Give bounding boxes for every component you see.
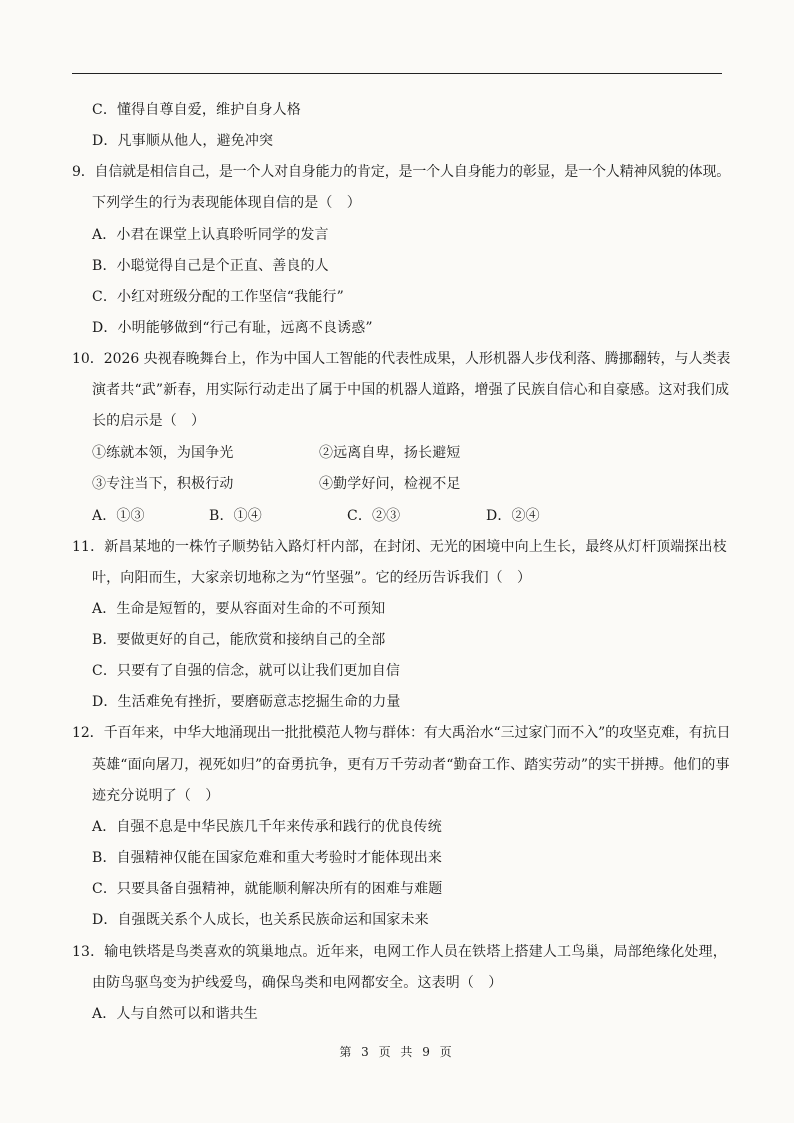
q10-option-d: D．②④ (486, 508, 540, 524)
q11-stem-line-1: 11．新昌某地的一株竹子顺势钻入路灯杆内部，在封闭、无光的困境中向上生长，最终从灯杆顶端探出枝 (72, 539, 727, 555)
q13-stem-line-1: 13．输电铁塔是鸟类喜欢的筑巢地点。近年来，电网工作人员在铁塔上搭建人工鸟巢，局部绝缘化处理， (72, 944, 727, 960)
q13-stem-line-2: 由防鸟驱鸟变为护线爱鸟，确保鸟类和电网都安全。这表明（ ） (92, 975, 503, 991)
q11-option-d: D．生活难免有挫折，要磨砺意志挖掘生命的力量 (92, 694, 401, 710)
q11-stem-line-2: 叶，向阳而生，大家亲切地称之为“竹坚强”。它的经历告诉我们（ ） (92, 570, 532, 586)
q10-option-b: B．①④ (209, 508, 262, 524)
q9-option-c: C．小红对班级分配的工作坚信“我能行” (92, 289, 344, 305)
q10-stem-line-1: 10．2026 央视春晚舞台上，作为中国人工智能的代表性成果，人形机器人步伐利落、腾挪翻转，与人类表 (72, 351, 731, 367)
q11-option-a: A．生命是短暂的，要从容面对生命的不可预知 (92, 601, 386, 617)
q10-stem-line-3: 长的启示是（ ） (92, 413, 206, 429)
q12-stem-line-1: 12．千百年来，中华大地涌现出一批批模范人物与群体：有大禹治水“三过家门而不入”的攻坚克难，有抗日 (72, 725, 731, 741)
q10-item-4: ④勤学好问，检视不足 (319, 476, 461, 492)
q8-option-c: C．懂得自尊自爱，维护自身人格 (92, 102, 301, 118)
page-number-footer: 第 3 页 共 9 页 (339, 1045, 455, 1059)
q10-stem-line-2: 演者共“武”新春，用实际行动走出了属于中国的机器人道路，增强了民族自信心和自豪感。这对我们成 (92, 382, 730, 398)
q12-option-d: D．自强既关系个人成长，也关系民族命运和国家未来 (92, 912, 429, 928)
q12-option-b: B．自强精神仅能在国家危难和重大考验时才能体现出来 (92, 850, 443, 866)
q9-option-b: B．小聪觉得自己是个正直、善良的人 (92, 258, 329, 274)
q12-stem-line-3: 迹充分说明了（ ） (92, 788, 220, 804)
q12-option-a: A．自强不息是中华民族几千年来传承和践行的优良传统 (92, 819, 442, 835)
q9-option-a: A．小君在课堂上认真聆听同学的发言 (92, 227, 329, 243)
q11-option-c: C．只要有了自强的信念，就可以让我们更加自信 (92, 663, 401, 679)
q9-stem-line-2: 下列学生的行为表现能体现自信的是（ ） (92, 195, 361, 211)
q9-stem-line-1: 9．自信就是相信自己，是一个人对自身能力的肯定，是一个人自身能力的彰显，是一个人精神风貌的体现。 (72, 164, 731, 180)
q10-option-a: A．①③ (92, 508, 145, 524)
q12-stem-line-2: 英雄“面向屠刀，视死如归”的奋勇抗争，更有万千劳动者“勤奋工作、踏实劳动”的实干拼搏。他们的事 (92, 757, 730, 773)
q11-option-b: B．要做更好的自己，能欣赏和接纳自己的全部 (92, 632, 386, 648)
q10-item-1: ①练就本领，为国争光 (92, 445, 234, 461)
q8-option-d: D．凡事顺从他人，避免冲突 (92, 133, 274, 149)
q10-option-c: C．②③ (347, 508, 401, 524)
q12-option-c: C．只要具备自强精神，就能顺利解决所有的困难与难题 (92, 881, 443, 897)
q9-option-d: D．小明能够做到“行己有耻，远离不良诱惑” (92, 320, 373, 336)
q13-option-a: A．人与自然可以和谐共生 (92, 1006, 258, 1022)
q10-item-3: ③专注当下，积极行动 (92, 476, 234, 492)
q10-item-2: ②远离自卑，扬长避短 (319, 445, 461, 461)
